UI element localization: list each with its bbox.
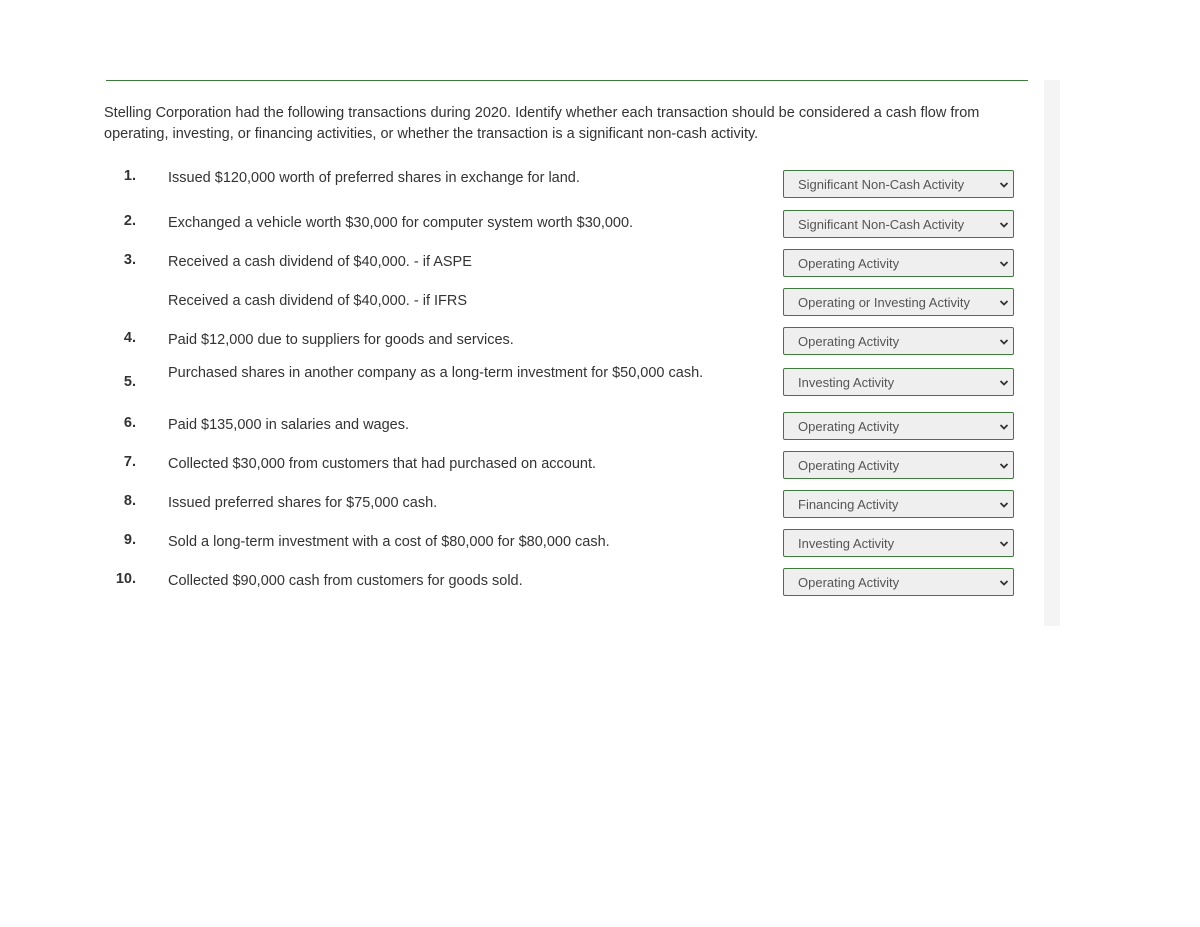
question-number: 6. — [123, 415, 136, 431]
chevron-down-icon — [999, 578, 1009, 588]
chevron-down-icon — [999, 298, 1009, 308]
activity-select-value: Operating Activity — [798, 458, 900, 473]
question-text: Issued preferred shares for $75,000 cash. — [168, 495, 438, 511]
activity-select-value: Operating Activity — [798, 575, 900, 590]
activity-select[interactable] — [783, 568, 1014, 596]
activity-select[interactable] — [783, 249, 1014, 277]
chevron-down-icon — [999, 220, 1009, 230]
question-text: Paid $12,000 due to suppliers for goods and services. — [168, 332, 514, 348]
activity-select-value: Operating Activity — [798, 256, 900, 271]
activity-select[interactable] — [783, 288, 1014, 316]
question-number: 1. — [123, 168, 136, 184]
question-number: 8. — [123, 493, 136, 509]
activity-select[interactable] — [783, 368, 1014, 396]
instructions-text: Stelling Corporation had the following transactions during 2020. Identify whether each transaction should be considered a cash flow from operating, investing, or financing activities, or whether the transaction is a significant non-cash activity. — [104, 105, 980, 142]
chevron-down-icon — [999, 461, 1009, 471]
top-divider — [106, 80, 1028, 81]
question-text: Collected $90,000 cash from customers for goods sold. — [168, 573, 523, 589]
activity-select[interactable] — [783, 170, 1014, 198]
activity-select-value: Operating Activity — [798, 419, 900, 434]
question-text: Issued $120,000 worth of preferred shares in exchange for land. — [168, 170, 580, 186]
question-text: Exchanged a vehicle worth $30,000 for computer system worth $30,000. — [168, 215, 634, 231]
activity-select-value: Financing Activity — [798, 497, 899, 512]
question-number: 5. — [123, 374, 136, 390]
activity-select-value: Investing Activity — [798, 375, 895, 390]
activity-select[interactable] — [783, 412, 1014, 440]
activity-select[interactable] — [783, 451, 1014, 479]
activity-select[interactable] — [783, 529, 1014, 557]
question-text: Received a cash dividend of $40,000. - if IFRS — [168, 293, 468, 309]
question-number: 4. — [123, 330, 136, 346]
chevron-down-icon — [999, 539, 1009, 549]
activity-select[interactable] — [783, 490, 1014, 518]
activity-select-value: Operating or Investing Activity — [798, 295, 970, 310]
chevron-down-icon — [999, 422, 1009, 432]
question-text: Collected $30,000 from customers that had purchased on account. — [168, 456, 597, 472]
activity-select-value: Investing Activity — [798, 536, 895, 551]
question-text: Received a cash dividend of $40,000. - if ASPE — [168, 254, 472, 270]
chevron-down-icon — [999, 378, 1009, 388]
question-number: 7. — [123, 454, 136, 470]
activity-select[interactable] — [783, 327, 1014, 355]
activity-select-value: Significant Non-Cash Activity — [798, 177, 965, 192]
question-number: 9. — [123, 532, 136, 548]
question-text: Sold a long-term investment with a cost of $80,000 for $80,000 cash. — [168, 534, 610, 550]
question-number: 2. — [123, 213, 136, 229]
activity-select[interactable] — [783, 210, 1014, 238]
question-number: 3. — [123, 252, 136, 268]
activity-select-value: Significant Non-Cash Activity — [798, 217, 965, 232]
question-number: 10. — [115, 571, 136, 587]
chevron-down-icon — [999, 337, 1009, 347]
question-text: Paid $135,000 in salaries and wages. — [168, 417, 410, 433]
question-text: Purchased shares in another company as a long-term investment for $50,000 cash. — [168, 365, 704, 381]
scroll-track[interactable] — [1044, 80, 1060, 626]
chevron-down-icon — [999, 500, 1009, 510]
chevron-down-icon — [999, 259, 1009, 269]
activity-select-value: Operating Activity — [798, 334, 900, 349]
chevron-down-icon — [999, 180, 1009, 190]
